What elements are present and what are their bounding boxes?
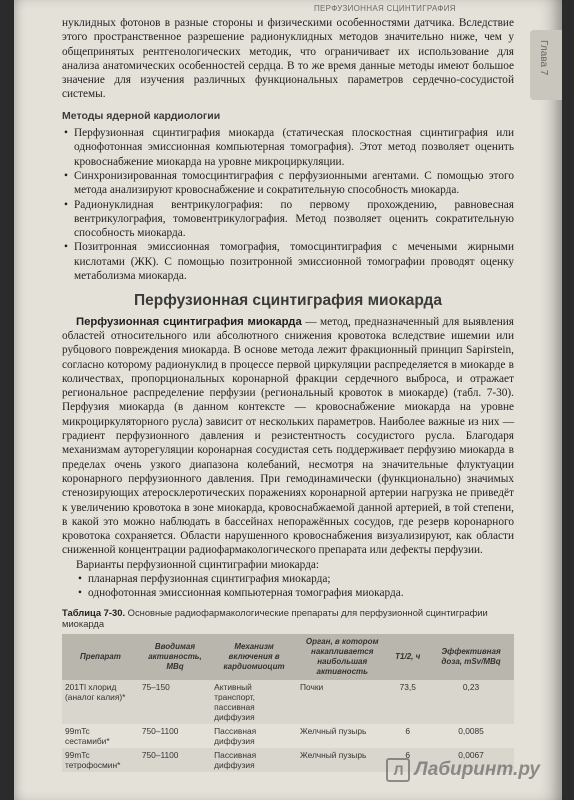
list-item: • однофотонная эмиссионная компьютерная томография миокарда. bbox=[76, 586, 514, 600]
table-cell: 75–150 bbox=[139, 680, 211, 724]
table-cell: 0,0067 bbox=[428, 748, 514, 772]
table-cell: 99mTc тетрофосмин* bbox=[62, 748, 139, 772]
list-item: • Синхронизированная томосцинтиграфия с перфузионными агентами. С помощью этого метода анализируют кровоснабжение и сократительную способность миокарда. bbox=[62, 169, 514, 198]
section-title: Перфузионная сцинтиграфия миокарда bbox=[134, 292, 442, 310]
labirint-watermark bbox=[386, 758, 540, 782]
column-header: T1/2, ч bbox=[387, 634, 428, 680]
list-item: • планарная перфузионная сцинтиграфия миокарда; bbox=[76, 572, 514, 586]
column-header: Механизм включения в кардиомиоцит bbox=[211, 634, 297, 680]
column-header: Препарат bbox=[62, 634, 139, 680]
table-caption-text: Основные радиофармакологические препараты для перфузионной сцинтиграфии миокарда bbox=[62, 606, 488, 630]
scan-right-edge bbox=[562, 0, 574, 800]
table-row bbox=[62, 680, 514, 724]
intro-paragraph: нуклидных фотонов в разные стороны и физическими особенностями датчика. Вследствие этого пространственное разрешение радионуклидных методов значительно ниже, чем у общепринятых рентгенологических методик, что ограничивает их использование для анализа анатомических особенностей сердца. В то же время данные методы имеют большое значение для изучения различных функциональных параметров сердечно-сосудистой системы. bbox=[62, 17, 514, 101]
table-cell: Желчный пузырь bbox=[297, 724, 387, 748]
methods-list bbox=[62, 126, 514, 283]
table-cell: 73,5 bbox=[387, 680, 428, 724]
table-header-row bbox=[62, 634, 514, 680]
table-cell: Пассивная диффузия bbox=[211, 724, 297, 748]
page-content bbox=[62, 16, 514, 772]
table-caption bbox=[62, 607, 514, 630]
table-cell: 750–1100 bbox=[139, 748, 211, 772]
list-item: • Перфузионная сцинтиграфия миокарда (статическая плоскостная сцинтиграфия или однофотонная эмиссионная компьютерная томография). Этот метод позволяет оценить кровоснабжение миокарда на уровне микроциркуляции. bbox=[62, 126, 514, 169]
scan-left-edge bbox=[0, 0, 14, 800]
running-head: ПЕРФУЗИОННАЯ СЦИНТИГРАФИЯ bbox=[314, 4, 456, 13]
table-caption-label: Таблица 7-30. bbox=[62, 606, 126, 618]
watermark-text: Лабиринт.ру bbox=[414, 759, 540, 780]
table-cell: 0,23 bbox=[428, 680, 514, 724]
table-cell: 0,0085 bbox=[428, 724, 514, 748]
variants-intro: Варианты перфузионной сцинтиграфии миокарда: bbox=[76, 558, 320, 571]
labirint-logo-icon: Л bbox=[386, 758, 410, 782]
table-cell: Почки bbox=[297, 680, 387, 724]
list-item: • Позитронная эмиссионная томография, томосцинтиграфия с мечеными жирными кислотами (ЖК). С помощью позитронной эмиссионной томографии проводят оценку метаболизма миокарда. bbox=[62, 240, 514, 283]
column-header: Эффективная доза, mSv/MBq bbox=[428, 634, 514, 680]
table-cell: 6 bbox=[387, 724, 428, 748]
main-paragraph bbox=[62, 315, 514, 558]
term-bold: Перфузионная сцинтиграфия миокарда bbox=[76, 315, 302, 328]
list-item: • Радионуклидная вентрикулография: по первому прохождению, равновесная вентрикулография, томовентрикулография. Метод позволяет оценить сократительную способность миокарда. bbox=[62, 198, 514, 241]
column-header: Вводимая активность, MBq bbox=[139, 634, 211, 680]
table-cell: Пассивная диффузия bbox=[211, 748, 297, 772]
table-cell: Желчный пузырь bbox=[297, 748, 387, 772]
table-row bbox=[62, 724, 514, 748]
book-page bbox=[14, 0, 562, 800]
table-cell: Активный транспорт, пассивная диффузия bbox=[211, 680, 297, 724]
chapter-tab bbox=[530, 30, 562, 100]
column-header: Орган, в котором накапливается наибольшая активность bbox=[297, 634, 387, 680]
variants-list bbox=[76, 572, 514, 601]
table-cell: 201Tl хлорид (аналог калия)* bbox=[62, 680, 139, 724]
radiopharmaceutical-table bbox=[62, 634, 514, 772]
main-paragraph-text: — метод, предназначенный для выявления областей относительного или абсолютного снижения кровотока вследствие ишемии или рубцового повреждения миокарда. В основе метода лежит фракционный принцип Sapirstein, согласно которому радионуклид в процессе первой циркуляции распределяется в миокарде в количествах, пропорциональных коронарной фракции сердечного выброса, и отражает региональное распределение перфузии (региональный кровоток в миокарде) (табл. 7-30). Перфузия миокарда (в данном контексте — кровоснабжение миокарда на уровне микроциркуляторного русла) зависит от нескольких параметров. Наиболее важные из них — градиент перфузионного давления и резистентность сосудистого русла. Благодаря механизмам ауторегуляции коронарная сосудистая сеть поддерживает перфузию миокарда в пределах очень узкого диапазона колебаний, несмотря на значительные флуктуации коронарного перфузионного давления. При гемодинамически (функционально) значимых стенозирующих атеросклеротических поражениях коронарной артерии нагрузка не приведёт к увеличению кровотока в зоне миокарда, кровоснабжаемой данной артерией, в той степени, в какой это можно наблюдать в бассейнах непоражённых сосудов, где резерв коронарного кровотока сохраняется. Области нарушенного кровоснабжения визуализируют, как области сниженной концентрации радиофармакологического препарата или дефекты перфузии. bbox=[62, 315, 514, 557]
table-cell: 6 bbox=[387, 748, 428, 772]
methods-heading: Методы ядерной кардиологии bbox=[62, 109, 221, 122]
table-cell: 750–1100 bbox=[139, 724, 211, 748]
chapter-tab-label: Глава 7 bbox=[538, 40, 549, 76]
table-cell: 99mTc сестамиби* bbox=[62, 724, 139, 748]
